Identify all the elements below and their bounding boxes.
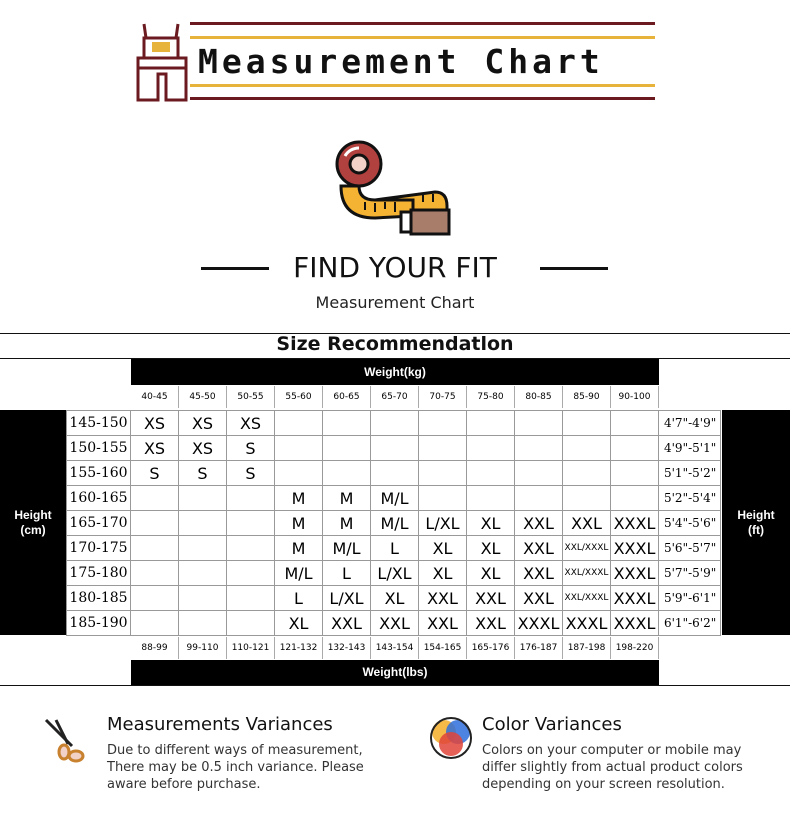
size-cell: L [371, 536, 419, 561]
size-cell [611, 461, 659, 486]
height-cm-cell: 160-165 [66, 486, 131, 511]
size-cell: M/L [371, 511, 419, 536]
size-cell [563, 486, 611, 511]
size-cell [371, 461, 419, 486]
tape-measure-icon [335, 140, 455, 240]
size-cell [275, 461, 323, 486]
size-cell: XXL/XXXL [563, 561, 611, 586]
size-cell [611, 436, 659, 461]
scissors-icon [42, 716, 90, 764]
size-cell [515, 411, 563, 436]
color-variances-line2: differ slightly from actual product colors [482, 760, 743, 775]
kg-range-cell: 85-90 [563, 386, 611, 408]
height-cm-label [0, 410, 66, 635]
size-cell [515, 461, 563, 486]
size-cell [131, 486, 179, 511]
kg-range-cell: 45-50 [179, 386, 227, 408]
height-ft-label-line2: (ft) [748, 522, 764, 537]
size-grid [66, 410, 721, 635]
size-cell: XS [179, 411, 227, 436]
kg-range-cell: 40-45 [131, 386, 179, 408]
size-cell [467, 436, 515, 461]
weight-lbs-footer: Weight(lbs) [131, 660, 659, 685]
height-ft-cell: 5'9"-6'1" [659, 586, 721, 611]
size-cell: XS [227, 411, 275, 436]
size-cell: S [179, 461, 227, 486]
height-ft-label [722, 410, 790, 635]
size-cell: XXL [467, 586, 515, 611]
size-cell: XXXL [611, 536, 659, 561]
fit-title-right-line [540, 267, 608, 270]
size-cell [179, 511, 227, 536]
size-cell [131, 561, 179, 586]
height-cm-cell: 185-190 [66, 611, 131, 636]
size-cell: XXL [563, 511, 611, 536]
banner-top-gold-line [190, 36, 655, 39]
size-cell [371, 436, 419, 461]
overalls-icon [134, 22, 190, 102]
size-cell [323, 411, 371, 436]
size-cell [179, 611, 227, 636]
kg-range-cell: 75-80 [467, 386, 515, 408]
height-cm-cell: 170-175 [66, 536, 131, 561]
measurement-variances-line2: There may be 0.5 inch variance. Please [107, 760, 364, 775]
size-cell: XL [419, 561, 467, 586]
size-cell [467, 411, 515, 436]
color-wheel-icon [428, 716, 474, 762]
size-cell: XS [131, 436, 179, 461]
size-cell [371, 411, 419, 436]
size-cell [179, 561, 227, 586]
size-cell: XL [467, 561, 515, 586]
size-cell [275, 436, 323, 461]
size-cell: XXL/XXXL [563, 586, 611, 611]
lbs-range-cell: 198-220 [611, 637, 659, 659]
size-cell: XS [131, 411, 179, 436]
lbs-range-cell: 154-165 [419, 637, 467, 659]
height-ft-cell: 4'7"-4'9" [659, 411, 721, 436]
size-cell [227, 536, 275, 561]
size-cell [611, 411, 659, 436]
size-cell [227, 486, 275, 511]
measurement-variances-title: Measurements Variances [107, 714, 333, 735]
size-cell: XXL [515, 586, 563, 611]
size-cell: L [323, 561, 371, 586]
size-cell [563, 436, 611, 461]
size-cell: L/XL [371, 561, 419, 586]
size-cell [467, 486, 515, 511]
lbs-range-cell: 132-143 [323, 637, 371, 659]
size-cell [179, 586, 227, 611]
banner-bottom-dark-line [190, 97, 655, 100]
size-cell [515, 436, 563, 461]
height-ft-cell: 5'2"-5'4" [659, 486, 721, 511]
table-bottom-rule [0, 685, 790, 686]
height-cm-cell: 180-185 [66, 586, 131, 611]
lbs-range-cell: 143-154 [371, 637, 419, 659]
lbs-range-cell: 110-121 [227, 637, 275, 659]
height-cm-cell: 165-170 [66, 511, 131, 536]
size-cell: XXXL [611, 561, 659, 586]
size-cell [131, 586, 179, 611]
size-cell: M [275, 511, 323, 536]
size-cell: XXL [467, 611, 515, 636]
height-cm-cell: 145-150 [66, 411, 131, 436]
measurement-variances-line3: aware before purchase. [107, 777, 261, 792]
weight-kg-header: Weight(kg) [131, 359, 659, 385]
size-cell [611, 486, 659, 511]
height-ft-cell: 5'6"-5'7" [659, 536, 721, 561]
height-cm-cell: 150-155 [66, 436, 131, 461]
size-cell [419, 411, 467, 436]
lbs-range-cell: 187-198 [563, 637, 611, 659]
size-cell: XXXL [515, 611, 563, 636]
size-cell: XXL [515, 511, 563, 536]
size-cell: S [227, 436, 275, 461]
size-cell: XXL [323, 611, 371, 636]
size-cell: XL [467, 536, 515, 561]
measurement-variances-line1: Due to different ways of measurement, [107, 743, 363, 758]
size-cell [419, 486, 467, 511]
size-cell: XL [275, 611, 323, 636]
size-cell: L/XL [419, 511, 467, 536]
height-cm-cell: 175-180 [66, 561, 131, 586]
height-cm-cell: 155-160 [66, 461, 131, 486]
height-ft-cell: 4'9"-5'1" [659, 436, 721, 461]
size-cell [467, 461, 515, 486]
size-cell [227, 586, 275, 611]
size-cell: XXXL [611, 586, 659, 611]
measurement-variances-text [107, 742, 387, 793]
size-cell: XXL [419, 586, 467, 611]
size-cell: XXXL [563, 611, 611, 636]
size-cell: XL [419, 536, 467, 561]
height-ft-cell: 5'4"-5'6" [659, 511, 721, 536]
height-ft-cell: 5'1"-5'2" [659, 461, 721, 486]
size-cell [323, 461, 371, 486]
banner-bottom-gold-line [190, 84, 655, 87]
size-cell: XS [179, 436, 227, 461]
height-cm-label-line2: (cm) [20, 522, 46, 537]
size-cell: M [275, 486, 323, 511]
size-cell [131, 536, 179, 561]
lbs-range-cell: 99-110 [179, 637, 227, 659]
size-cell: M [323, 486, 371, 511]
size-cell: L [275, 586, 323, 611]
size-cell [563, 411, 611, 436]
size-cell [227, 611, 275, 636]
fit-subtitle: Measurement Chart [315, 293, 475, 312]
size-cell: M [323, 511, 371, 536]
color-variances-line3: depending on your screen resolution. [482, 777, 725, 792]
height-cm-label-line1: Height [14, 507, 52, 522]
size-cell: S [131, 461, 179, 486]
size-cell: XXL [515, 561, 563, 586]
table-title: Size Recommendatlon [276, 333, 514, 355]
lbs-range-cell: 121-132 [275, 637, 323, 659]
color-variances-line1: Colors on your computer or mobile may [482, 743, 742, 758]
size-cell: M/L [323, 536, 371, 561]
lbs-range-cell: 176-187 [515, 637, 563, 659]
lbs-range-cell: 88-99 [131, 637, 179, 659]
size-cell [179, 486, 227, 511]
kg-range-cell: 55-60 [275, 386, 323, 408]
size-cell [563, 461, 611, 486]
height-ft-label-line1: Height [737, 507, 775, 522]
kg-range-cell: 65-70 [371, 386, 419, 408]
height-ft-cell: 6'1"-6'2" [659, 611, 721, 636]
size-cell: XXL [419, 611, 467, 636]
size-cell: XXXL [611, 511, 659, 536]
size-cell: XXXL [611, 611, 659, 636]
color-variances-text [482, 742, 762, 793]
size-cell: L/XL [323, 586, 371, 611]
kg-range-cell: 80-85 [515, 386, 563, 408]
size-cell [275, 411, 323, 436]
size-cell [179, 536, 227, 561]
size-cell [419, 461, 467, 486]
fit-title: FIND YOUR FIT [293, 251, 497, 284]
size-cell [131, 611, 179, 636]
size-cell: XL [371, 586, 419, 611]
size-cell: M/L [275, 561, 323, 586]
size-cell: XXL [515, 536, 563, 561]
banner-top-dark-line [190, 22, 655, 25]
size-cell [227, 511, 275, 536]
size-cell: S [227, 461, 275, 486]
size-cell: XXL/XXXL [563, 536, 611, 561]
kg-range-cell: 90-100 [611, 386, 659, 408]
size-cell [323, 436, 371, 461]
size-cell [131, 511, 179, 536]
size-cell: M/L [371, 486, 419, 511]
kg-range-cell: 70-75 [419, 386, 467, 408]
color-variances-title: Color Variances [482, 714, 622, 735]
size-cell [419, 436, 467, 461]
size-cell [515, 486, 563, 511]
kg-range-cell: 50-55 [227, 386, 275, 408]
size-cell: XXL [371, 611, 419, 636]
banner-title: Measurement Chart [198, 42, 604, 81]
size-cell [227, 561, 275, 586]
size-cell: M [275, 536, 323, 561]
kg-range-cell: 60-65 [323, 386, 371, 408]
height-ft-cell: 5'7"-5'9" [659, 561, 721, 586]
lbs-range-cell: 165-176 [467, 637, 515, 659]
size-cell: XL [467, 511, 515, 536]
